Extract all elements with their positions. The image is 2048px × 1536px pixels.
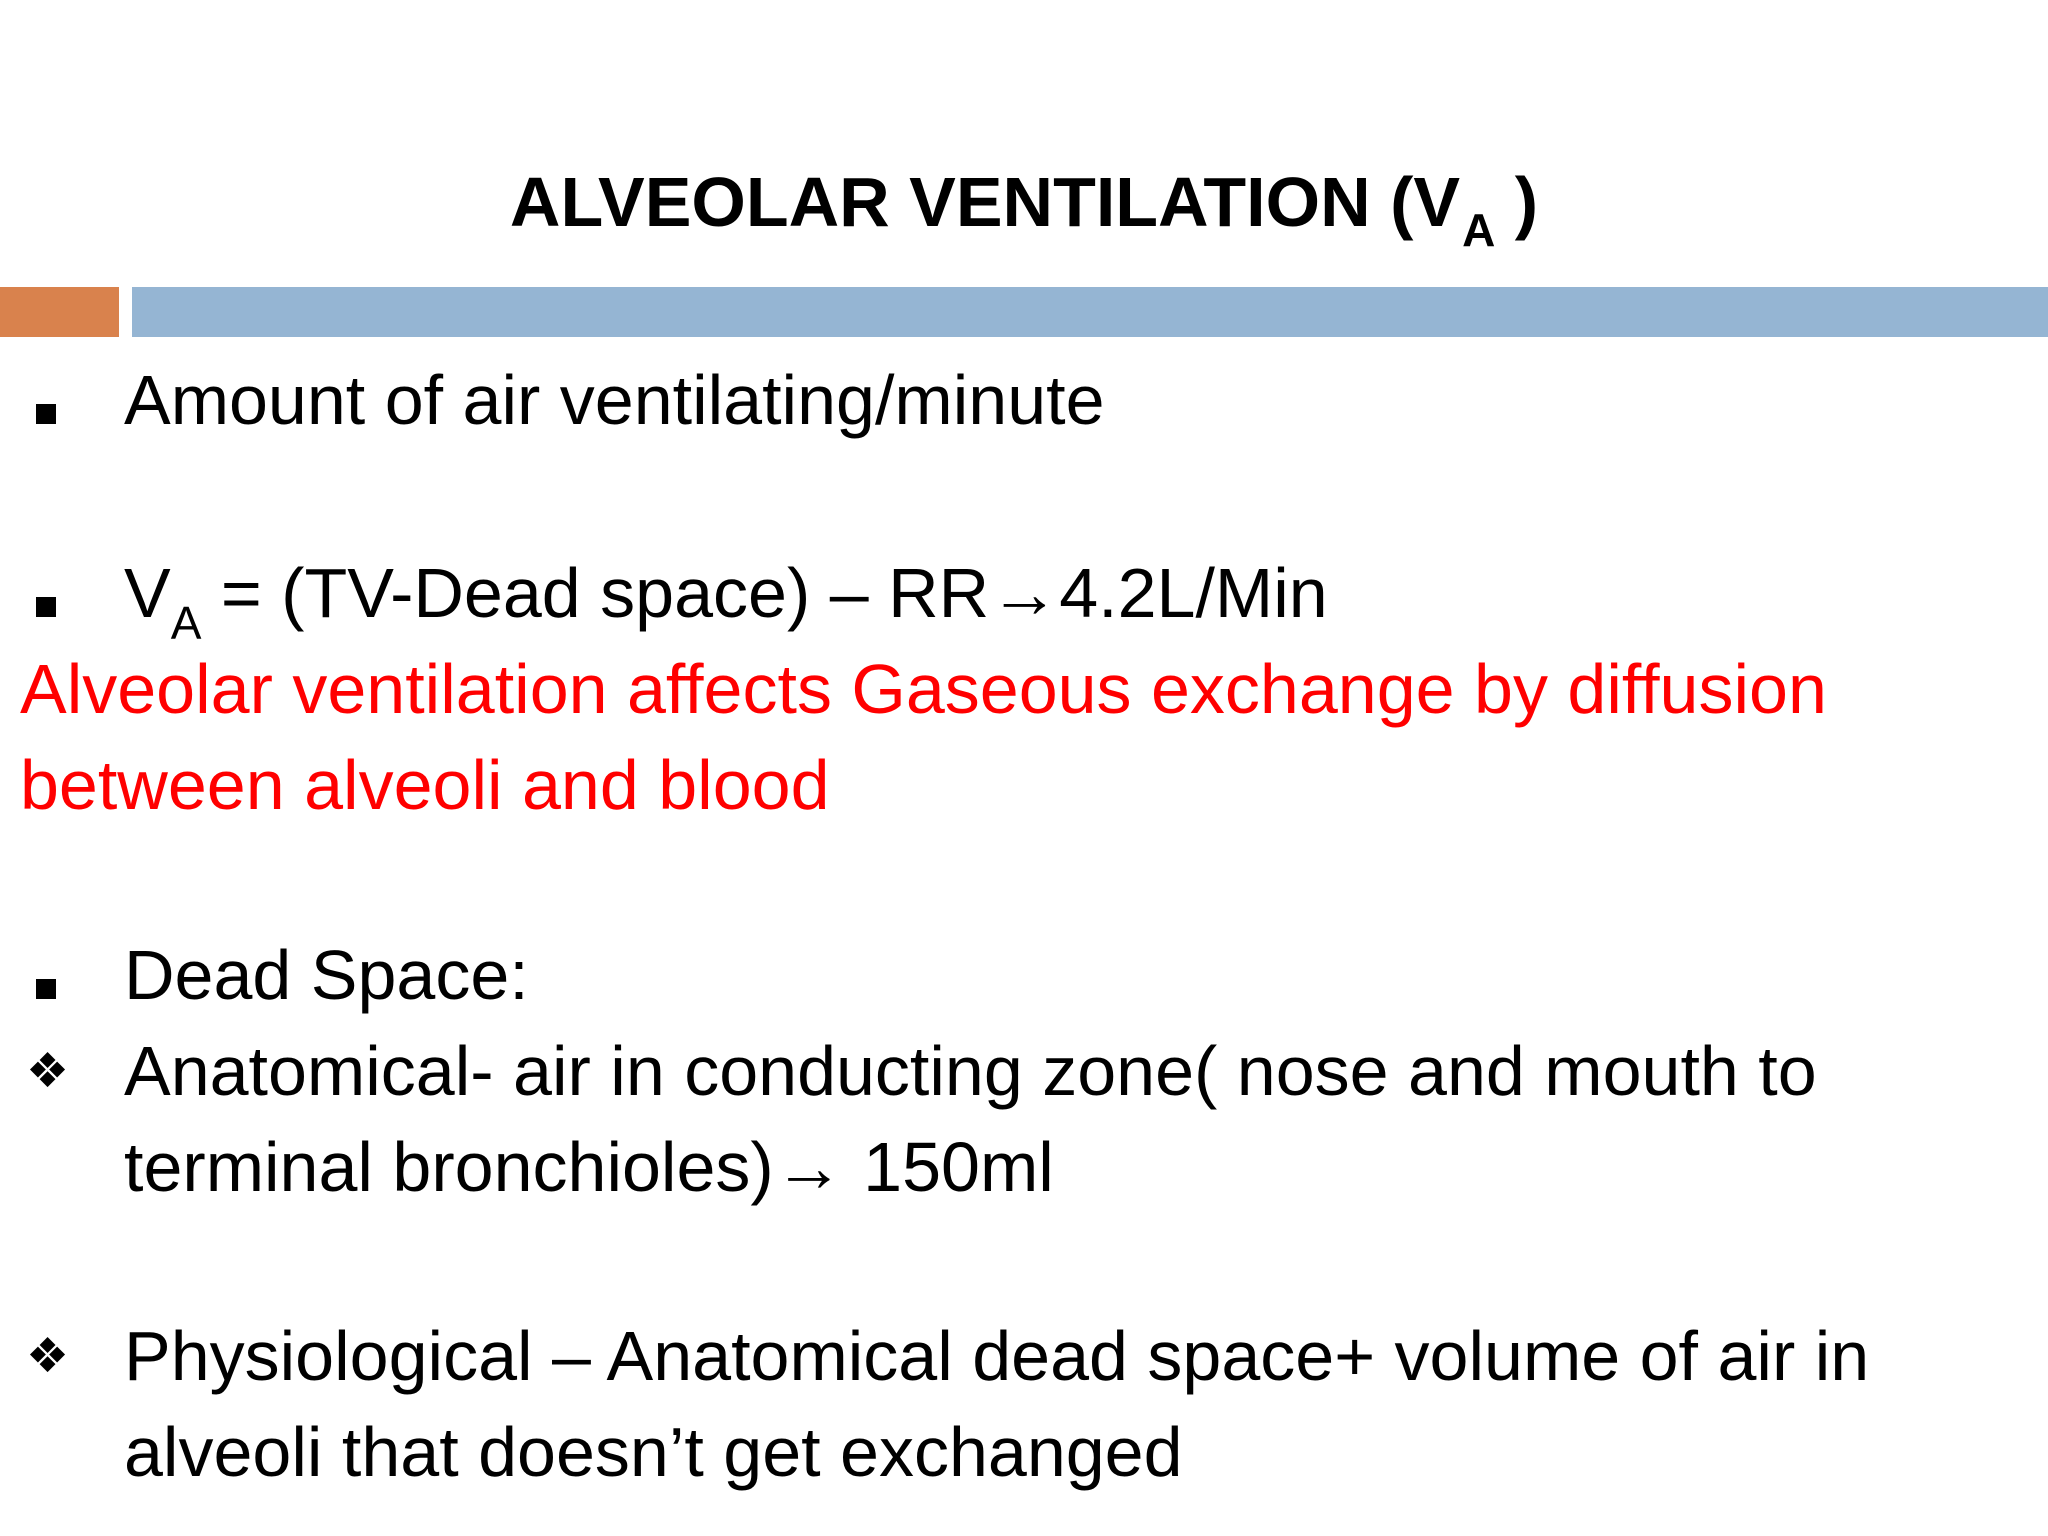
dead-space-text: Dead Space: <box>124 936 529 1014</box>
square-bullet-icon <box>26 927 66 1023</box>
anatomical-text-1: Anatomical- air in conducting zone( nose and mouth to <box>124 1032 1817 1110</box>
slide-title <box>0 160 2048 256</box>
diamond-bullet-icon: ❖ <box>26 1328 70 1384</box>
formula-text <box>124 545 1328 649</box>
accent-bar-orange <box>0 287 119 337</box>
physiological-text-1: Physiological – Anatomical dead space+ volume of air in <box>124 1317 1870 1395</box>
accent-bar-blue <box>132 287 2048 337</box>
formula-rest: = (TV-Dead space) – RR→4.2L/Min <box>201 554 1328 632</box>
square-bullet-icon <box>26 545 66 641</box>
square-bullet-icon <box>26 352 66 448</box>
formula-v: V <box>124 554 171 632</box>
bullet-amount-text: Amount of air ventilating/minute <box>124 361 1105 439</box>
title-subscript: A <box>1462 204 1496 256</box>
formula-subscript: A <box>170 597 202 649</box>
highlight-line-2: between alveoli and blood <box>20 746 830 824</box>
anatomical-text-2: terminal bronchioles)→ 150ml <box>124 1128 1054 1206</box>
physiological-text-2: alveoli that doesn’t get exchanged <box>124 1413 1183 1491</box>
diamond-bullet-icon: ❖ <box>26 1043 70 1099</box>
title-text: ALVEOLAR VENTILATION (V <box>509 163 1461 241</box>
title-close: ) <box>1495 163 1539 241</box>
highlight-line-1: Alveolar ventilation affects Gaseous exchange by diffusion <box>20 650 1827 728</box>
